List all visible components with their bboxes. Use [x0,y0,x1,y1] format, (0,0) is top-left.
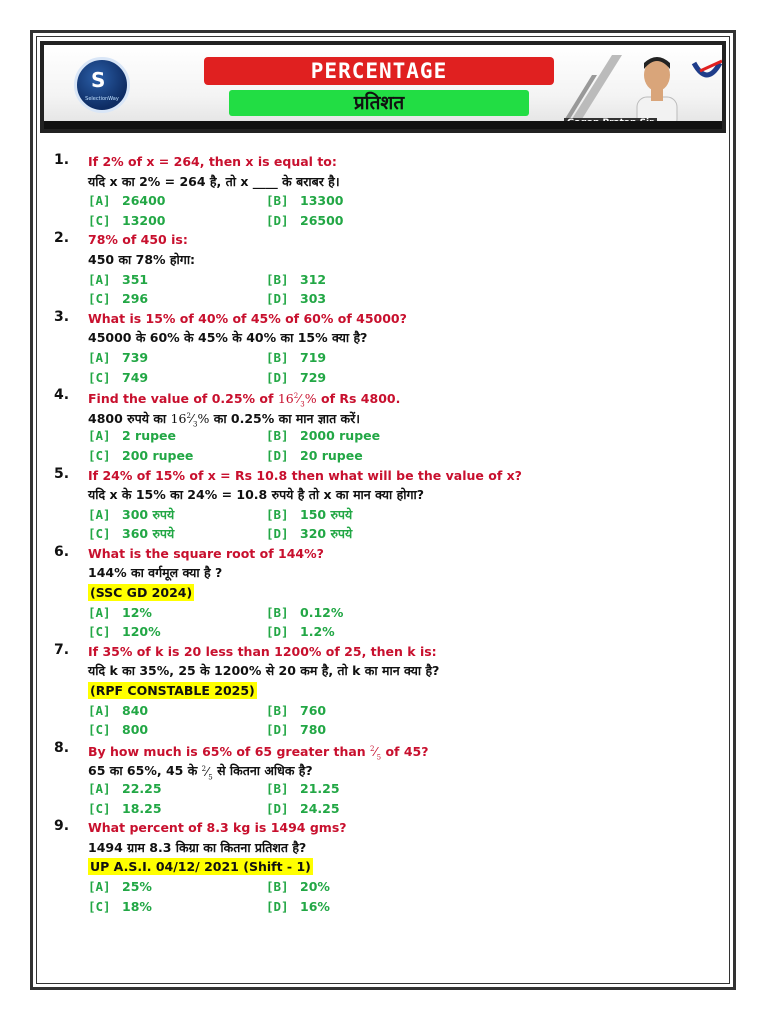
options [88,779,714,818]
brand-target-icon [690,57,724,87]
question-text-hindi: 144% का वर्गमूल क्या है ? [88,565,223,581]
question-5 [54,466,714,544]
option-a: [A] 25% [88,878,152,894]
question-number: 8. [54,739,70,756]
question-text-english: What is 15% of 40% of 45% of 60% of 45000? [88,310,407,326]
option-c: [C] 18.25 [88,800,162,816]
question-text-hindi: यदि x का 2% = 264 है, तो x ____ के बराबर है। [88,173,340,189]
question-text-hindi: यदि x के 15% का 24% = 10.8 रुपये है तो x का मान क्या होगा? [88,487,425,503]
question-text-english: What percent of 8.3 kg is 1494 gms? [88,820,347,836]
option-a: [A] 22.25 [88,781,162,796]
options [88,701,714,740]
question-number: 2. [54,230,70,247]
question-number: 1. [54,152,70,168]
option-c: [C] 13200 [88,212,166,228]
mixed-fraction: $16^2⁄_3\%$ [277,391,317,409]
option-b: [B] 20% [266,878,330,894]
option-d: [D] 20 rupee [266,447,363,463]
question-text-hindi: 1494 ग्राम 8.3 किग्रा का कितना प्रतिशत है? [88,839,307,855]
header-banner [40,41,726,133]
question-text-english: Find the value of 0.25% of $16^2⁄_3\%$ of Rs 4800. [88,391,401,409]
fraction: $^2⁄_5$ [201,763,213,782]
option-d: [D] 303 [266,291,327,307]
options [88,877,714,916]
option-b: [B] 0.12% [266,604,344,620]
question-text-english: If 35% of k is 20 less than 1200% of 25, then k is: [88,643,437,659]
option-d: [D] 16% [266,898,330,914]
options [88,270,714,309]
question-text-english: If 24% of 15% of x = Rs 10.8 then what will be the value of x? [88,467,522,483]
question-9 [54,818,714,916]
option-b: [B] 760 [266,702,327,718]
option-c: [C] 18% [88,898,152,914]
exam-tag: (SSC GD 2024) [90,585,193,601]
logo-text: SelectionWay [85,96,119,102]
option-a: [A] 12% [88,604,152,620]
option-c: [C] 296 [88,291,149,307]
question-text-hindi: 65 का 65%, 45 के $^2⁄_5$ से कितना अधिक है? [88,763,313,782]
question-text-hindi: यदि k का 35%, 25 के 1200% से 20 कम है, तो k का मान क्या है? [88,663,440,679]
question-4 [54,387,714,465]
option-d: [D] 26500 [266,212,344,228]
option-d: [D] 780 [266,722,327,738]
question-1 [54,152,714,230]
option-a: [A] 840 [88,702,149,718]
selectionway-logo [74,57,130,113]
question-number: 7. [54,641,70,658]
question-number: 4. [54,387,70,404]
question-6 [54,544,714,642]
title-english: PERCENTAGE [204,57,554,85]
options [88,505,714,544]
question-8 [54,740,714,818]
question-number: 3. [54,308,70,325]
exam-tag: UP A.S.I. 04/12/ 2021 (Shift - 1) [90,859,311,875]
option-a: [A] 351 [88,271,149,287]
option-a: [A] 739 [88,349,149,365]
logo-glyph-icon: S [91,68,106,92]
option-c: [C] 800 [88,722,149,738]
question-text-hindi: 4800 रुपये का $16^2⁄_3\%$ का 0.25% का मान ज्ञात करें। [88,410,360,429]
option-a: [A] 2 rupee [88,428,177,444]
option-a: [A] 300 रुपये [88,506,175,522]
option-c: [C] 120% [88,624,161,640]
option-c: [C] 749 [88,369,149,385]
mixed-fraction: $16^2⁄_3\%$ [170,410,210,429]
question-text-english: 78% of 450 is: [88,232,188,248]
option-d: [D] 320 रुपये [266,526,353,542]
exam-tag: (RPF CONSTABLE 2025) [90,683,255,699]
option-b: [B] 150 रुपये [266,506,353,522]
option-a: [A] 26400 [88,193,166,209]
option-d: [D] 1.2% [266,624,335,640]
question-list [54,152,714,916]
question-text-english: If 2% of x = 264, then x is equal to: [88,154,337,169]
option-d: [D] 729 [266,369,327,385]
options [88,426,714,465]
option-b: [B] 2000 rupee [266,428,381,444]
option-b: [B] 13300 [266,193,344,209]
option-c: [C] 200 rupee [88,447,194,463]
option-c: [C] 360 रुपये [88,526,175,542]
option-d: [D] 24.25 [266,800,340,816]
fraction: $^2⁄_5$ [370,743,382,762]
question-number: 6. [54,543,70,560]
title-hindi: प्रतिशत [229,90,529,116]
question-3 [54,309,714,387]
question-text-english: By how much is 65% of 65 greater than $^2⁄_5$ of 45? [88,743,429,762]
banner-stripe [44,121,722,129]
question-7 [54,642,714,740]
question-2 [54,230,714,308]
options [88,603,714,642]
options [88,348,714,387]
options [88,191,714,230]
question-number: 5. [54,465,70,482]
option-b: [B] 719 [266,349,327,365]
option-b: [B] 21.25 [266,781,340,796]
option-b: [B] 312 [266,271,327,287]
question-text-english: What is the square root of 144%? [88,545,324,561]
question-number: 9. [54,818,70,835]
question-text-hindi: 45000 के 60% के 45% के 40% का 15% क्या है? [88,330,368,346]
question-text-hindi: 450 का 78% होगा: [88,251,196,267]
